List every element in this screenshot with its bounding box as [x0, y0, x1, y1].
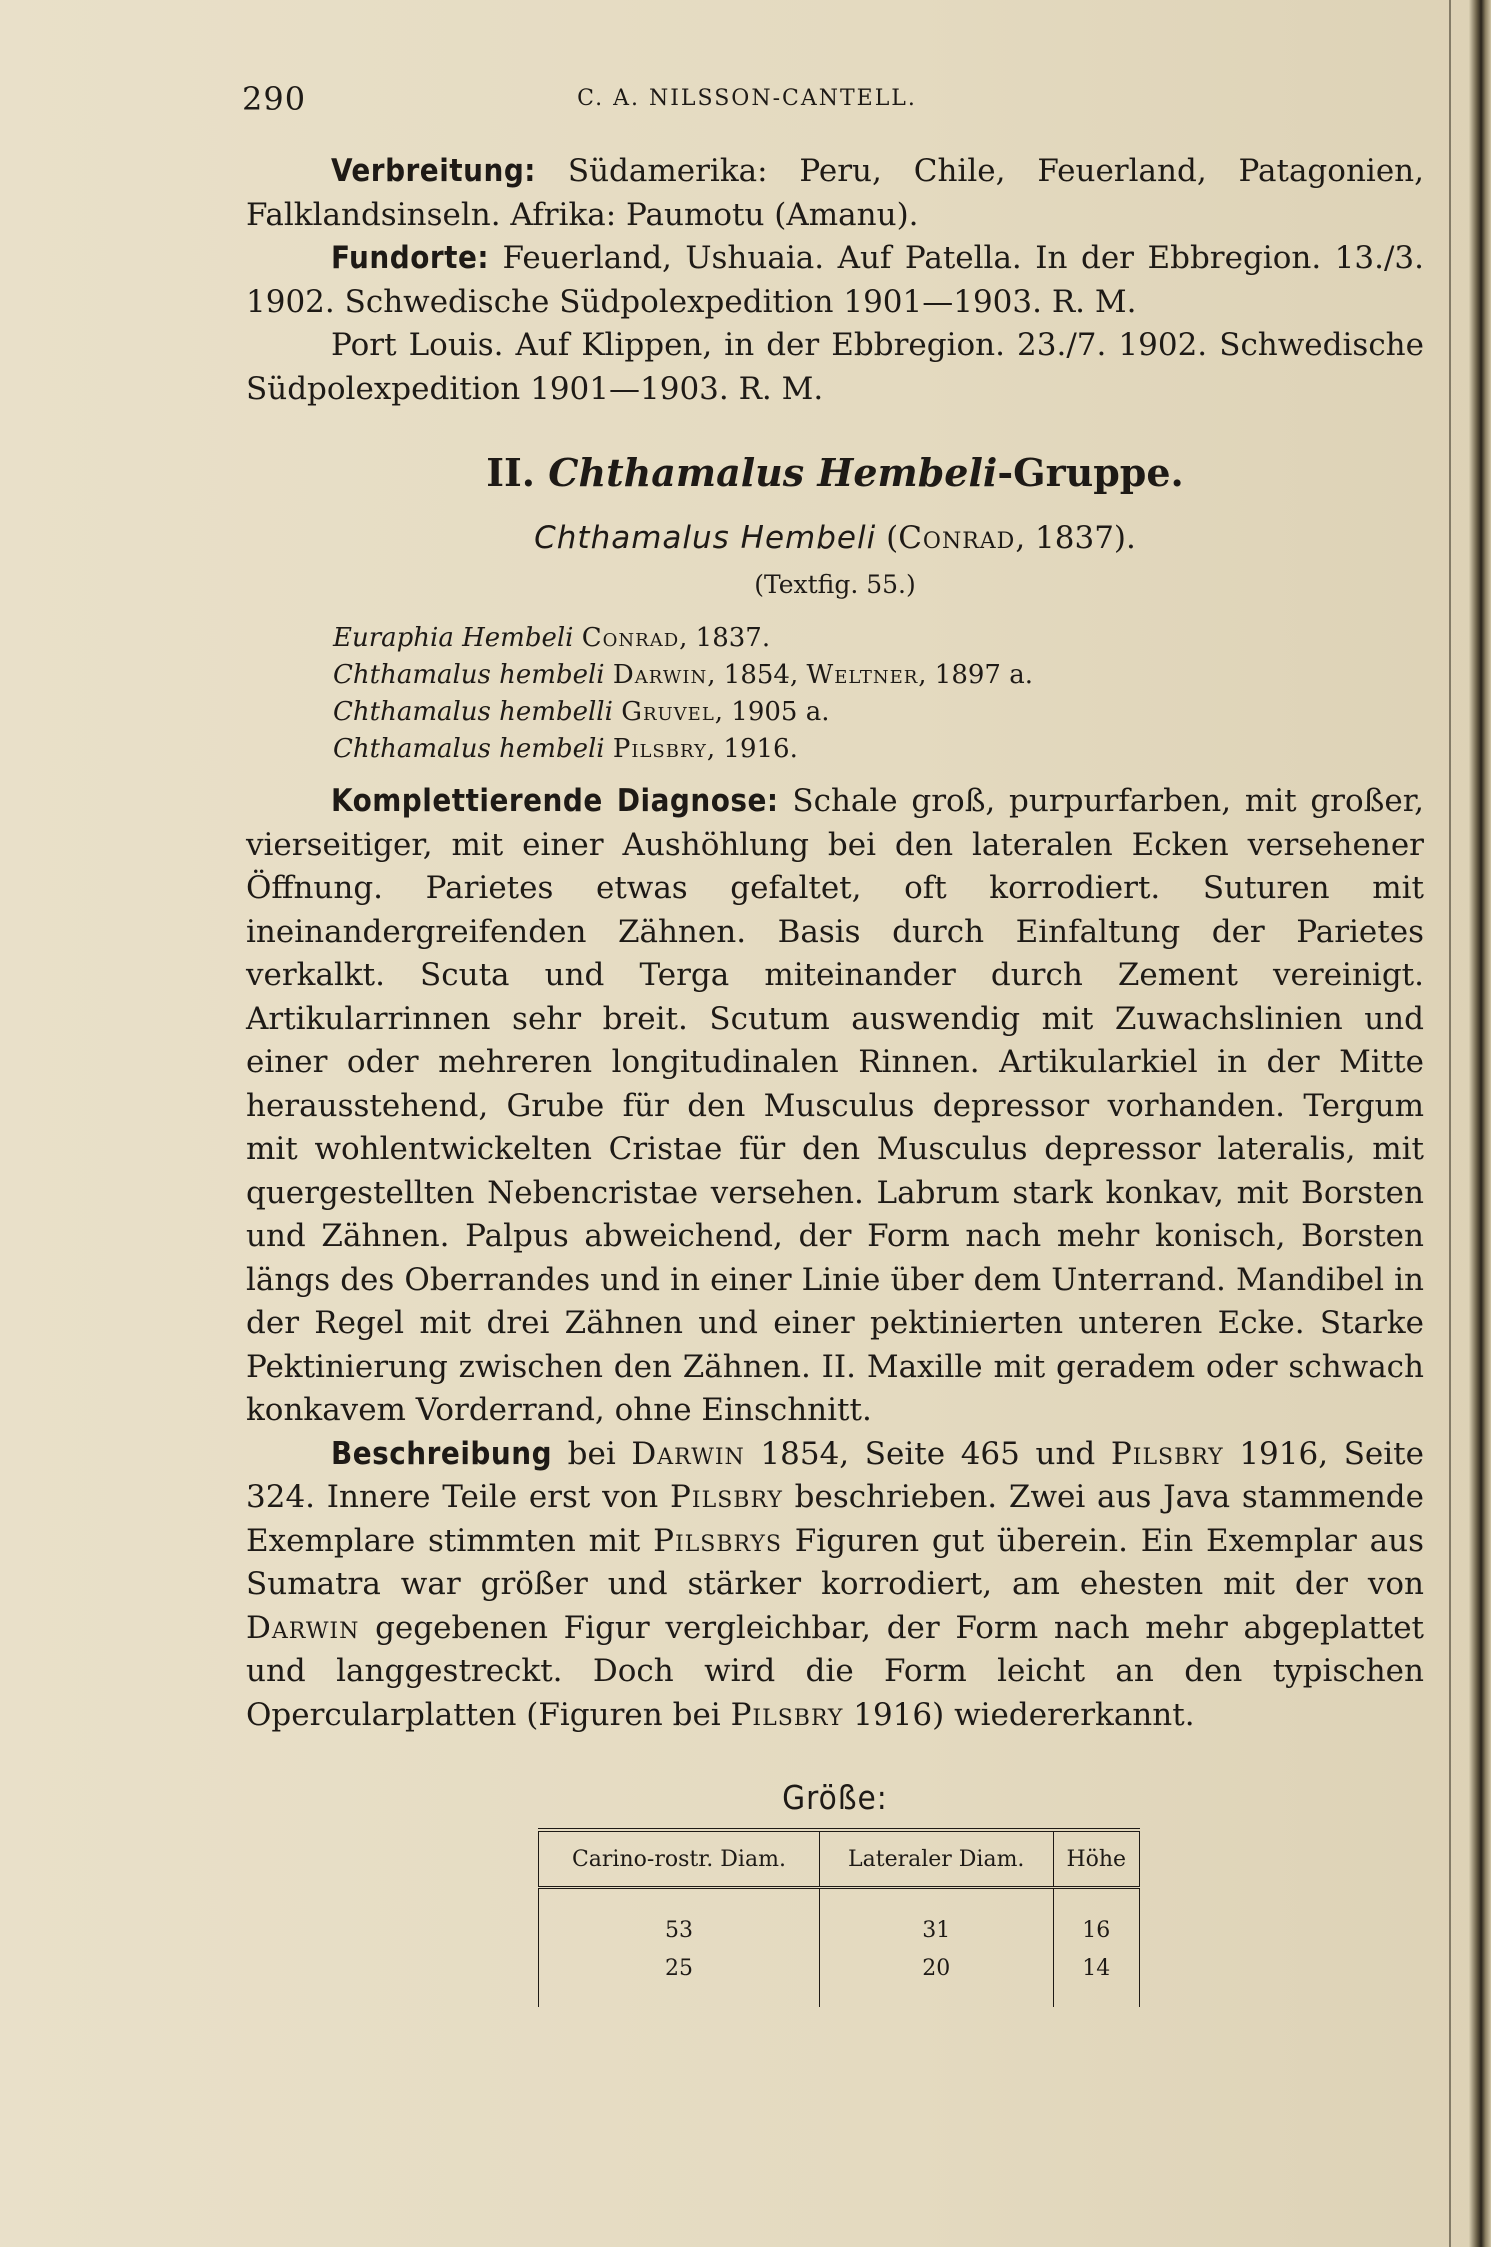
column-header-carino-rostral: Carino-rostr. Diam.: [539, 1830, 820, 1888]
synonym-line: [333, 657, 1033, 694]
size-table-title: Größe:: [782, 1778, 888, 1817]
size-table-container: [538, 1828, 1140, 2007]
synonym-year: , 1837.: [679, 623, 771, 653]
table-cell: 53: [539, 1888, 820, 1950]
species-year: , 1837).: [1015, 520, 1136, 556]
group-suffix: -Gruppe.: [997, 450, 1184, 495]
synonym-name: Chthamalus hembeli: [333, 660, 605, 690]
page-edge-line: [1449, 0, 1451, 2247]
column-header-lateral: Lateraler Diam.: [819, 1830, 1053, 1888]
author-darwin: Darwin: [631, 1435, 745, 1472]
synonym-name: Chthamalus hembelli: [333, 697, 613, 727]
synonym-year: , 1905 a.: [714, 697, 830, 727]
author-pilsbry: Pilsbry: [1110, 1435, 1224, 1472]
page-header: [242, 80, 1252, 120]
table-cell: 31: [819, 1888, 1053, 1950]
beschreibung-label: Beschreibung: [331, 1435, 553, 1472]
table-row: [539, 1949, 1140, 2007]
diagnose-label: Komplettierende Diagnose:: [331, 783, 779, 819]
fundorte-text-2: Port Louis. Auf Klippen, in der Ebbregion. 23./7. 1902. Schwedische Südpolexpedition 1901—1903. R. M.: [246, 327, 1424, 407]
synonym-line: [333, 620, 1033, 657]
textfig-reference: (Textfig. 55.): [754, 570, 916, 599]
synonym-authority: Darwin: [612, 660, 708, 690]
diagnose-text: Schale groß, purpurfarben, mit großer, vierseitiger, mit einer Aushöhlung bei den lateralen Ecken versehener Öffnung. Parietes etwas gefaltet, oft korrodiert. Suturen mit ineinandergreifenden Zähnen. Basis durch Einfaltung der Parietes verkalkt. Scuta und Terga miteinander durch Zement vereinigt. Artikularrinnen sehr breit. Scutum auswendig mit Zuwachslinien und einer oder mehreren longitudinalen Rinnen. Artikularkiel in der Mitte herausstehend, Grube für den Musculus depressor vorhanden. Tergum mit wohlentwickelten Cristae für den Musculus depressor lateralis, mit quergestellten Nebencristae versehen. Labrum stark konkav, mit Borsten und Zähnen. Palpus abweichend, der Form nach mehr konisch, Borsten längs des Oberrandes und in einer Linie über dem Unterrand. Mandibel in der Regel mit drei Zähnen und einer pektinierten unteren Ecke. Starke Pektinierung zwischen den Zähnen. II. Maxille mit geradem oder schwach konkavem Vorderrand, ohne Einschnitt.: [246, 783, 1424, 1428]
synonym-authority: Pilsbry: [612, 734, 707, 764]
species-name: Chthamalus Hembeli: [534, 520, 877, 556]
table-cell: 20: [819, 1949, 1053, 2007]
species-heading: [246, 520, 1424, 556]
beschreibung-text: beschrieben. Zwei aus Java stammende Exemplare stimmten mit: [246, 1479, 1424, 1559]
synonym-authority: Gruvel: [621, 697, 715, 727]
table-row: [539, 1888, 1140, 1950]
verbreitung-text: Südamerika: Peru, Chile, Feuerland, Patagonien, Falklandsinseln. Afrika: Paumotu (Amanu).: [246, 153, 1424, 233]
beschreibung-text: bei: [552, 1435, 632, 1472]
table-cell: 14: [1053, 1949, 1139, 2007]
beschreibung-text: 1916, Seite 324. Innere Teile erst von: [246, 1435, 1424, 1515]
beschreibung-paragraph: [246, 1433, 1424, 1738]
beschreibung-text: 1916) wiedererkannt.: [843, 1696, 1195, 1733]
table-cell: 16: [1053, 1888, 1139, 1950]
page-number: 290: [242, 80, 307, 118]
group-heading: [246, 450, 1424, 495]
synonym-line: [333, 694, 1033, 731]
main-body: [246, 780, 1424, 1737]
author-pilsbry: Pilsbry: [670, 1479, 783, 1515]
fundorte-label: Fundorte:: [331, 240, 490, 276]
synonym-name: Euraphia Hembeli: [333, 623, 574, 653]
synonym-year-2: , 1897 a.: [918, 660, 1034, 690]
synonym-authority-2: Weltner: [806, 660, 919, 690]
group-prefix: II.: [486, 450, 535, 495]
group-italic-name: Chthamalus Hembeli: [548, 450, 998, 495]
beschreibung-text: 1854, Seite 465 und: [744, 1435, 1111, 1472]
fundorte-paragraph: [246, 237, 1424, 324]
table-cell: 25: [539, 1949, 820, 2007]
synonym-year: , 1854,: [707, 660, 807, 690]
running-head: C. A. NILSSON-CANTELL.: [577, 86, 917, 111]
species-author-open: (: [886, 520, 899, 556]
synonym-year: , 1916.: [706, 734, 798, 764]
species-author: Conrad: [898, 520, 1016, 556]
synonym-list: [333, 620, 1033, 768]
verbreitung-label: Verbreitung:: [331, 153, 536, 189]
synonym-authority: Conrad: [581, 623, 680, 653]
synonym-name: Chthamalus hembeli: [333, 734, 605, 764]
verbreitung-paragraph: [246, 150, 1424, 237]
beschreibung-text: gegebenen Figur vergleichbar, der Form nach mehr abgeplattet und langgestreckt. Doch wird die Form leicht an den typischen Opercularplatten (Figuren bei: [246, 1609, 1424, 1733]
synonym-line: [333, 731, 1033, 768]
column-header-hoehe: Höhe: [1053, 1830, 1139, 1888]
author-darwin: Darwin: [246, 1609, 360, 1646]
table-header-row: [539, 1830, 1140, 1888]
book-spine-edge: [1469, 0, 1491, 2247]
author-pilsbrys: Pilsbrys: [653, 1522, 783, 1559]
beschreibung-text: Figuren gut überein. Ein Exemplar aus Sumatra war größer und stärker korrodiert, am ehesten mit der von: [246, 1522, 1424, 1602]
distribution-section: [246, 150, 1424, 411]
size-table: [538, 1828, 1140, 2007]
fundorte-text-1: Feuerland, Ushuaia. Auf Patella. In der Ebbregion. 13./3. 1902. Schwedische Südpolexpedition 1901—1903. R. M.: [246, 240, 1424, 320]
fundorte-paragraph-2: [246, 324, 1424, 411]
author-pilsbry: Pilsbry: [730, 1696, 844, 1733]
diagnose-paragraph: [246, 780, 1424, 1433]
